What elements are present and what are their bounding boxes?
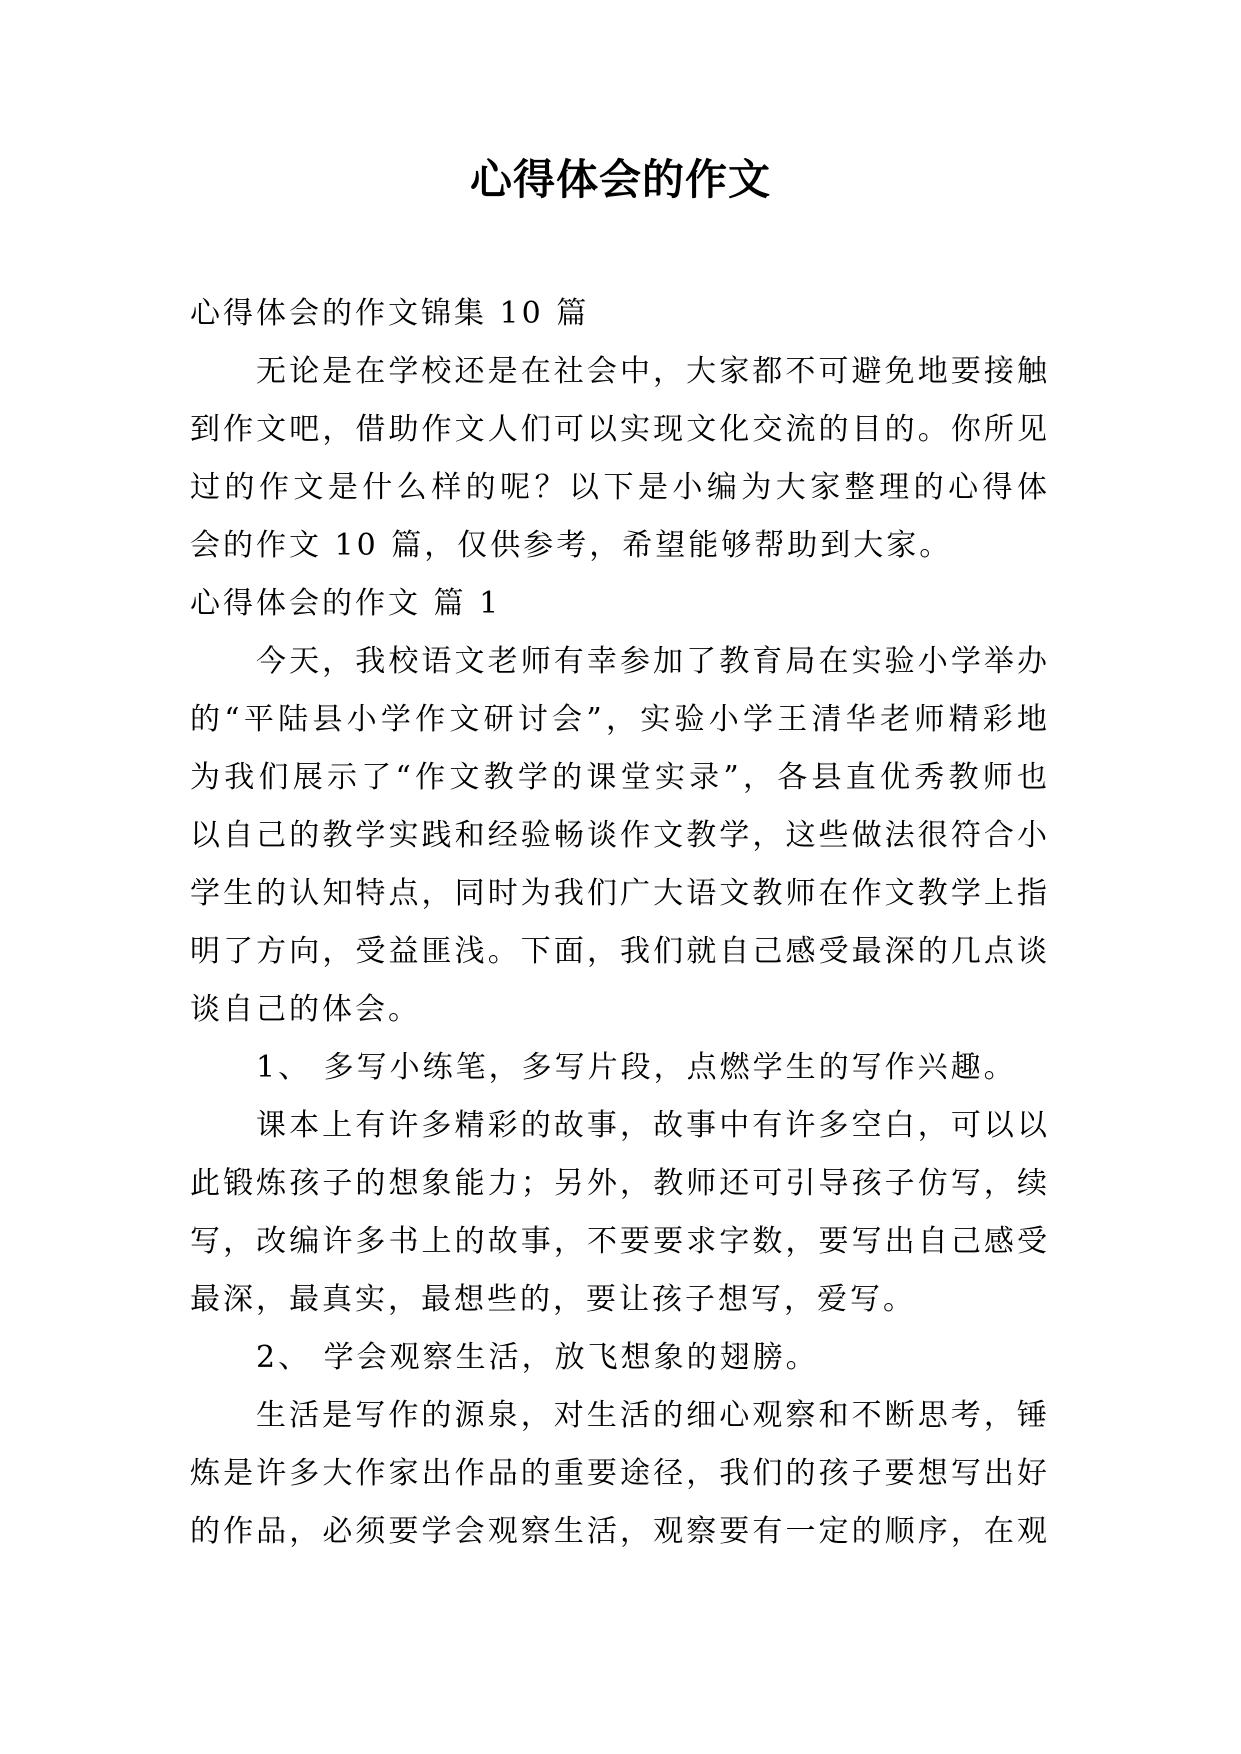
text-line: 2、 学会观察生活，放飞想象的翅膀。: [256, 1340, 819, 1375]
text-line: 炼是许多大作家出作品的重要途径，我们的孩子要想写出好: [190, 1456, 1050, 1491]
text-line: 以自己的教学实践和经验畅谈作文教学，这些做法很符合小: [190, 818, 1050, 853]
text-line: 学生的认知特点，同时为我们广大语文教师在作文教学上指: [190, 876, 1050, 911]
text-line: 明了方向，受益匪浅。下面，我们就自己感受最深的几点谈: [190, 934, 1050, 969]
text-line: 无论是在学校还是在社会中，大家都不可避免地要接触: [256, 354, 1050, 389]
text-line: 会的作文 10 篇，仅供参考，希望能够帮助到大家。: [190, 528, 953, 563]
text-line: 到作文吧，借助作文人们可以实现文化交流的目的。你所见: [190, 412, 1050, 447]
text-line: 最深，最真实，最想些的，要让孩子想写，爱写。: [190, 1282, 916, 1317]
document-title: 心得体会的作文: [469, 155, 771, 204]
text-line: 的作品，必须要学会观察生活，观察要有一定的顺序，在观: [190, 1514, 1050, 1549]
text-line: 心得体会的作文锦集 10 篇: [190, 296, 590, 331]
text-line: 写，改编许多书上的故事，不要要求字数，要写出自己感受: [190, 1224, 1050, 1259]
text-line: 今天，我校语文老师有幸参加了教育局在实验小学举办: [256, 644, 1050, 679]
text-line: 课本上有许多精彩的故事，故事中有许多空白，可以以: [256, 1108, 1050, 1143]
text-line: 心得体会的作文 篇 1: [190, 586, 502, 621]
text-line: 过的作文是什么样的呢？以下是小编为大家整理的心得体: [190, 470, 1050, 505]
text-line: 谈自己的体会。: [190, 992, 421, 1027]
text-line: 的“平陆县小学作文研讨会”，实验小学王清华老师精彩地: [190, 702, 1050, 737]
text-line: 生活是写作的源泉，对生活的细心观察和不断思考，锤: [256, 1398, 1050, 1433]
text-line: 1、 多写小练笔，多写片段，点燃学生的写作兴趣。: [256, 1050, 1017, 1085]
text-line: 为我们展示了“作文教学的课堂实录”，各县直优秀教师也: [190, 760, 1050, 795]
text-line: 此锻炼孩子的想象能力；另外，教师还可引导孩子仿写，续: [190, 1166, 1050, 1201]
document-body: [190, 285, 1050, 1561]
